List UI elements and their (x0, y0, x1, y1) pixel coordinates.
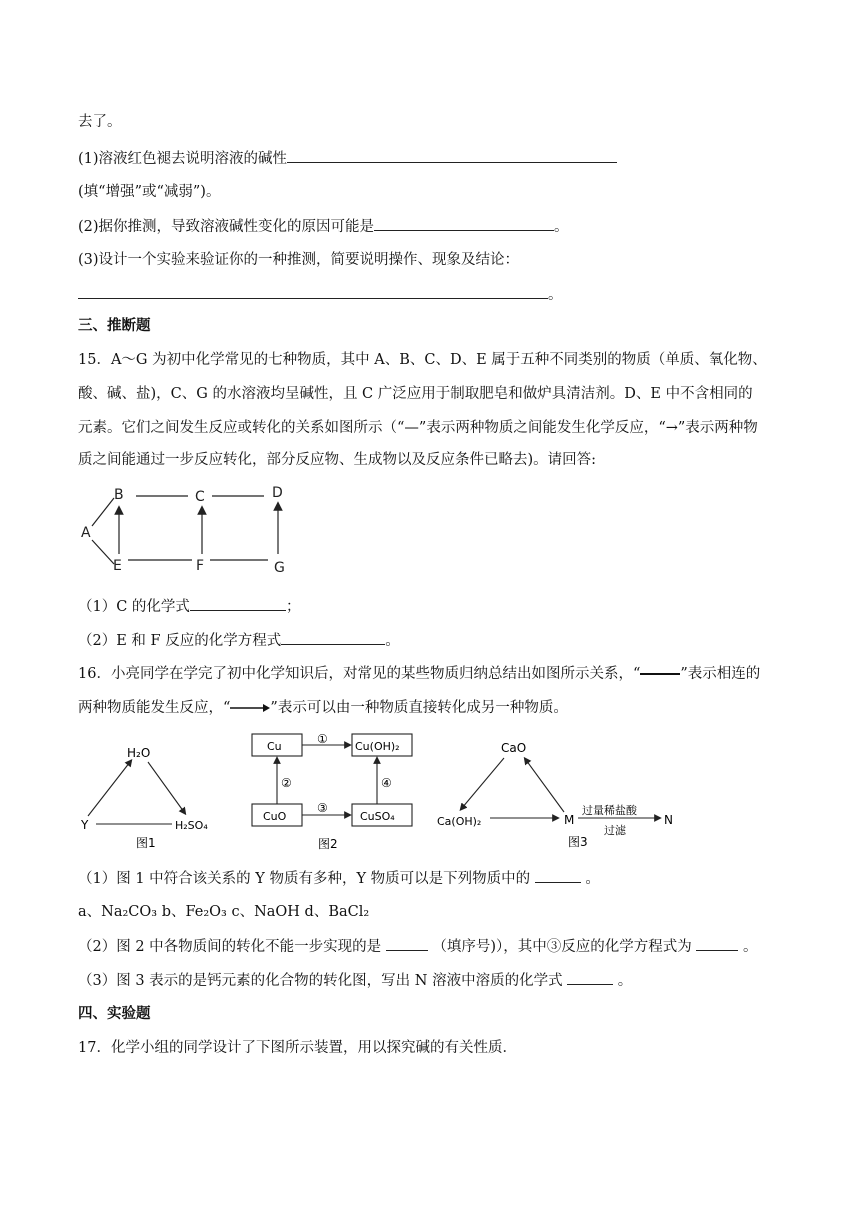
fig3-n: N (664, 813, 673, 827)
q16-line1-a: 16．小亮同学在学完了初中化学知识后，对常见的某些物质归纳总结出如图所示关系，“ (78, 666, 641, 682)
fig2-cu-hydroxide: Cu(OH)₂ (355, 740, 400, 753)
q16-sub2-a: （2）图 2 中各物质间的转化不能一步实现的是 (78, 939, 382, 955)
q15-sub1 (78, 596, 300, 617)
fig2-cuo: CuO (263, 810, 287, 823)
section-heading-inference: 三、推断题 (78, 318, 151, 334)
answer-blank[interactable] (287, 148, 617, 163)
q17-line1: 17．化学小组的同学设计了下图所示装置，用以探究碱的有关性质． (78, 1040, 517, 1056)
q16-sub3-text: （3）图 3 表示的是钙元素的化合物的转化图，写出 N 溶液中溶质的化学式 (78, 973, 563, 989)
q16-sub3-end: 。 (617, 973, 633, 989)
q16-line1 (78, 664, 760, 684)
fig3-caption: 图3 (568, 835, 588, 849)
node-g: G (274, 560, 285, 576)
answer-blank[interactable] (78, 284, 548, 299)
q16-line2-a: 两种物质能发生反应，“ (78, 700, 231, 716)
fig1-sulfuric-acid: H₂SO₄ (175, 819, 208, 832)
q16-sub3 (78, 970, 632, 991)
q15-sub2-text: （2）E 和 F 反应的化学方程式 (78, 633, 282, 649)
q14-continuation: 去了。 (78, 114, 122, 130)
node-c: C (195, 489, 205, 505)
q15-line1: 15．A～G 为初中化学常见的七种物质，其中 A、B、C、D、E 属于五种不同类别的物质（单质、氧化物、 (78, 352, 767, 368)
q15-sub1-text: （1）C 的化学式 (78, 599, 190, 615)
arrow-symbol-icon (230, 703, 270, 713)
q14-part3-answer (78, 284, 563, 305)
node-d: D (272, 485, 283, 501)
fig3-cao: CaO (501, 741, 527, 755)
q15-line3: 元素。它们之间发生反应或转化的关系如图所示（“—”表示两种物质之间能发生化学反应，“→”表示两种物 (78, 420, 758, 436)
fig1-y: Y (81, 818, 89, 832)
node-a: A (81, 525, 91, 541)
answer-blank[interactable] (386, 936, 428, 951)
fig1-water: H₂O (127, 746, 151, 760)
q14-part2 (78, 216, 569, 237)
q16-sub2-b: （填序号)），其中③反应的化学方程式为 (432, 939, 692, 955)
answer-blank[interactable] (190, 596, 286, 611)
node-b: B (114, 487, 124, 503)
q15-line4: 质之间能通过一步反应转化，部分反应物、生成物以及反应条件已略去)。请回答: (78, 452, 597, 468)
q15-relation-diagram (76, 478, 306, 586)
q16-line1-b: ”表示相连的 (680, 666, 761, 682)
q16-sub1 (78, 868, 600, 889)
fig2-cuso4: CuSO₄ (360, 810, 395, 823)
q16-sub1-text: （1）图 1 中符合该关系的 Y 物质有多种，Y 物质可以是下列物质中的 (78, 871, 531, 887)
q14-part3: (3)设计一个实验来验证你的一种推测，简要说明操作、现象及结论： (78, 252, 520, 268)
q15-sub1-end: ； (285, 599, 301, 615)
fig2-step-3: ③ (317, 801, 328, 815)
fig1-caption: 图1 (136, 836, 156, 850)
q15-line2: 酸、碱、盐)，C、G 的水溶液均呈碱性，且 C 广泛应用于制取肥皂和做炉具清洁剂。D、E 中不含相同的 (78, 386, 753, 402)
fig2-cu: Cu (267, 740, 282, 753)
q14-part1 (78, 148, 617, 169)
figure-3 (434, 736, 684, 852)
q15-sub2-end: 。 (385, 633, 400, 649)
section-heading-experiment: 四、实验题 (78, 1006, 151, 1022)
node-e: E (113, 558, 122, 574)
q16-sub2-end: 。 (743, 939, 758, 955)
fig2-step-2: ② (281, 776, 292, 790)
q16-line2-b: ”表示可以由一种物质直接转化成另一种物质。 (270, 700, 568, 716)
answer-blank[interactable] (281, 630, 385, 645)
q14-part3-end: 。 (548, 287, 563, 303)
fig2-step-4: ④ (381, 776, 392, 790)
q16-sub1-end: 。 (585, 871, 600, 887)
q14-part2-text: (2)据你推测，导致溶液碱性变化的原因可能是 (78, 219, 375, 235)
q15-sub2 (78, 630, 400, 651)
q16-line2 (78, 698, 568, 718)
answer-blank[interactable] (696, 936, 738, 951)
fig3-condition-bottom: 过滤 (604, 824, 626, 837)
q16-sub2 (78, 936, 758, 957)
fig3-ca-hydroxide: Ca(OH)₂ (437, 815, 482, 828)
fig2-caption: 图2 (318, 837, 338, 851)
fig3-m: M (564, 813, 575, 827)
q16-options: a、Na₂CO₃ b、Fe₂O₃ c、NaOH d、BaCl₂ (78, 904, 370, 920)
answer-blank[interactable] (374, 216, 554, 231)
q14-part2-end: 。 (554, 219, 569, 235)
figure-2 (248, 730, 420, 856)
figure-1 (76, 736, 226, 852)
answer-blank[interactable] (567, 970, 613, 985)
fig2-step-1: ① (317, 732, 328, 746)
connect-line-symbol (640, 673, 680, 675)
fig3-condition-top: 过量稀盐酸 (582, 804, 637, 817)
q14-part1-hint: (填“增强”或“减弱”)。 (78, 184, 221, 200)
q14-part1-text: (1)溶液红色褪去说明溶液的碱性 (78, 151, 288, 167)
answer-blank[interactable] (535, 868, 581, 883)
node-f: F (196, 558, 205, 574)
